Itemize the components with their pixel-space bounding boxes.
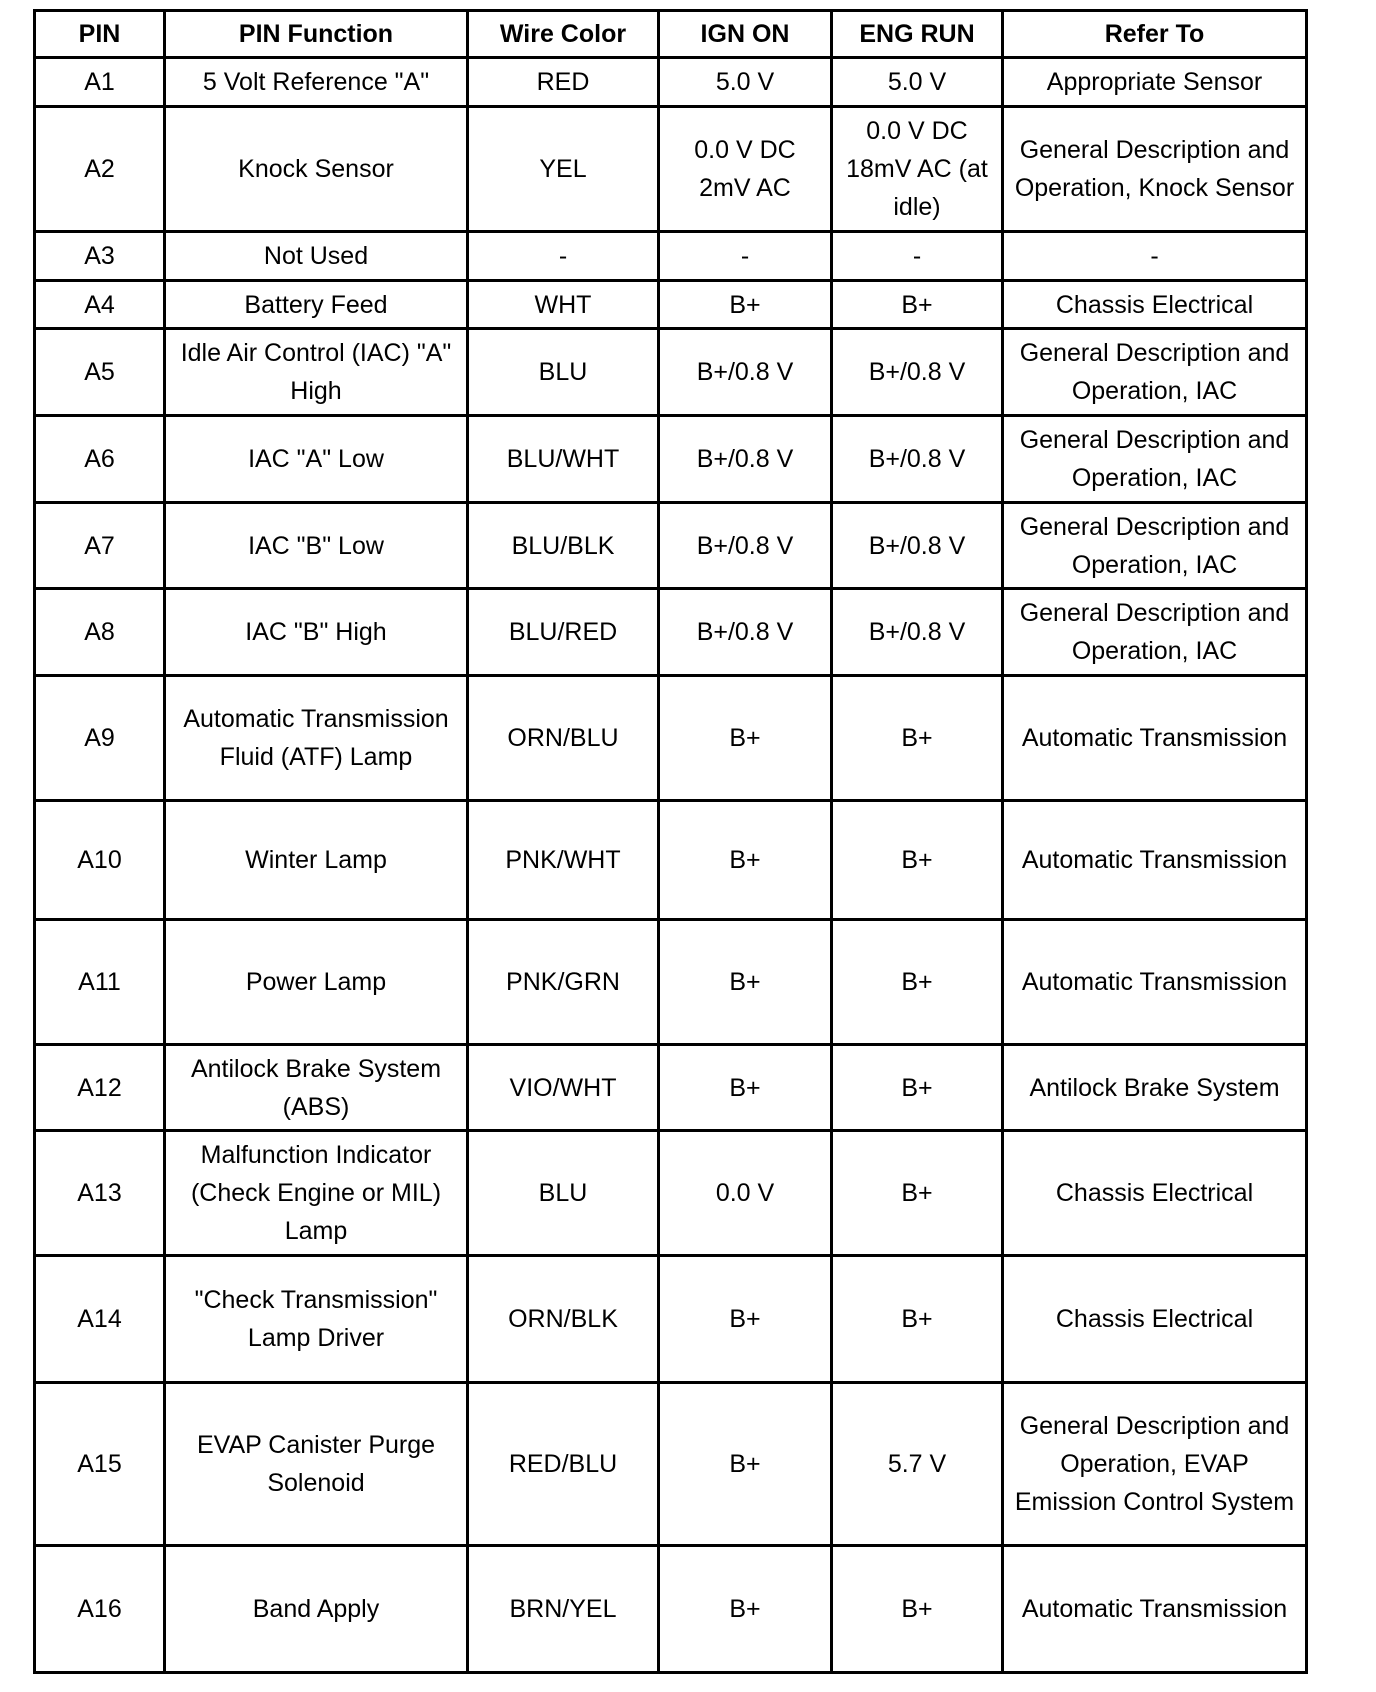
table-row <box>35 281 1307 329</box>
cell-pin-function: Automatic Transmission Fluid (ATF) Lamp <box>165 676 468 801</box>
cell-eng-run: B+ <box>832 281 1003 329</box>
cell-wire-color: YEL <box>468 107 659 232</box>
cell-pin-function: Knock Sensor <box>165 107 468 232</box>
cell-pin: A16 <box>35 1546 165 1673</box>
table-row <box>35 107 1307 232</box>
cell-wire-color: BLU <box>468 329 659 416</box>
cell-refer-to: Automatic Transmission <box>1003 920 1307 1045</box>
cell-ign-on: B+ <box>659 1256 832 1383</box>
cell-pin: A5 <box>35 329 165 416</box>
cell-eng-run: B+/0.8 V <box>832 329 1003 416</box>
cell-refer-to: Automatic Transmission <box>1003 676 1307 801</box>
cell-refer-to: General Description and Operation, Knock Sensor <box>1003 107 1307 232</box>
cell-eng-run: B+ <box>832 1546 1003 1673</box>
cell-pin: A14 <box>35 1256 165 1383</box>
cell-pin-function: Antilock Brake System (ABS) <box>165 1045 468 1131</box>
cell-eng-run: B+ <box>832 1045 1003 1131</box>
cell-pin-function: IAC "A" Low <box>165 416 468 503</box>
table-row <box>35 58 1307 107</box>
cell-ign-on: B+ <box>659 1383 832 1546</box>
cell-refer-to: Automatic Transmission <box>1003 801 1307 920</box>
table-row <box>35 1256 1307 1383</box>
cell-ign-on: B+ <box>659 801 832 920</box>
cell-eng-run: - <box>832 232 1003 281</box>
cell-ign-on: B+/0.8 V <box>659 589 832 676</box>
cell-pin-function: EVAP Canister Purge Solenoid <box>165 1383 468 1546</box>
cell-refer-to: - <box>1003 232 1307 281</box>
header-row <box>35 11 1307 58</box>
cell-ign-on: 0.0 V <box>659 1131 832 1256</box>
cell-eng-run: B+/0.8 V <box>832 589 1003 676</box>
cell-pin: A4 <box>35 281 165 329</box>
cell-refer-to: Automatic Transmission <box>1003 1546 1307 1673</box>
cell-pin-function: IAC "B" Low <box>165 503 468 589</box>
cell-wire-color: BLU/BLK <box>468 503 659 589</box>
cell-eng-run: B+ <box>832 1131 1003 1256</box>
table-row <box>35 920 1307 1045</box>
cell-ign-on: 0.0 V DC 2mV AC <box>659 107 832 232</box>
cell-wire-color: ORN/BLK <box>468 1256 659 1383</box>
cell-wire-color: BLU <box>468 1131 659 1256</box>
pin-table <box>33 9 1308 1674</box>
cell-eng-run: B+ <box>832 676 1003 801</box>
cell-wire-color: BLU/WHT <box>468 416 659 503</box>
cell-wire-color: ORN/BLU <box>468 676 659 801</box>
cell-refer-to: Chassis Electrical <box>1003 1256 1307 1383</box>
table-row <box>35 503 1307 589</box>
cell-pin: A8 <box>35 589 165 676</box>
cell-pin: A9 <box>35 676 165 801</box>
table-row <box>35 589 1307 676</box>
table-row <box>35 1546 1307 1673</box>
cell-refer-to: General Description and Operation, IAC <box>1003 503 1307 589</box>
cell-refer-to: General Description and Operation, EVAP Emission Control System <box>1003 1383 1307 1546</box>
cell-wire-color: BLU/RED <box>468 589 659 676</box>
cell-refer-to: General Description and Operation, IAC <box>1003 416 1307 503</box>
cell-refer-to: Chassis Electrical <box>1003 1131 1307 1256</box>
cell-pin: A10 <box>35 801 165 920</box>
cell-ign-on: B+/0.8 V <box>659 329 832 416</box>
cell-refer-to: Appropriate Sensor <box>1003 58 1307 107</box>
cell-pin: A6 <box>35 416 165 503</box>
table-row <box>35 329 1307 416</box>
cell-wire-color: VIO/WHT <box>468 1045 659 1131</box>
cell-eng-run: 5.7 V <box>832 1383 1003 1546</box>
header-refer-to: Refer To <box>1003 11 1307 58</box>
cell-refer-to: Chassis Electrical <box>1003 281 1307 329</box>
cell-pin-function: Winter Lamp <box>165 801 468 920</box>
cell-eng-run: B+/0.8 V <box>832 416 1003 503</box>
cell-pin: A1 <box>35 58 165 107</box>
cell-ign-on: B+ <box>659 281 832 329</box>
cell-pin-function: 5 Volt Reference "A" <box>165 58 468 107</box>
cell-pin: A2 <box>35 107 165 232</box>
cell-pin: A11 <box>35 920 165 1045</box>
cell-wire-color: PNK/GRN <box>468 920 659 1045</box>
table-row <box>35 1383 1307 1546</box>
cell-pin: A13 <box>35 1131 165 1256</box>
cell-wire-color: PNK/WHT <box>468 801 659 920</box>
cell-ign-on: B+/0.8 V <box>659 503 832 589</box>
cell-wire-color: WHT <box>468 281 659 329</box>
cell-pin: A7 <box>35 503 165 589</box>
cell-eng-run: B+ <box>832 1256 1003 1383</box>
cell-refer-to: General Description and Operation, IAC <box>1003 589 1307 676</box>
cell-ign-on: B+ <box>659 920 832 1045</box>
cell-ign-on: B+ <box>659 1045 832 1131</box>
header-pin-function: PIN Function <box>165 11 468 58</box>
cell-pin-function: "Check Transmission" Lamp Driver <box>165 1256 468 1383</box>
cell-pin-function: Power Lamp <box>165 920 468 1045</box>
cell-eng-run: B+ <box>832 801 1003 920</box>
cell-pin-function: Idle Air Control (IAC) "A" High <box>165 329 468 416</box>
cell-ign-on: B+ <box>659 1546 832 1673</box>
cell-pin-function: Malfunction Indicator (Check Engine or MIL) Lamp <box>165 1131 468 1256</box>
cell-ign-on: B+ <box>659 676 832 801</box>
table-row <box>35 676 1307 801</box>
header-eng-run: ENG RUN <box>832 11 1003 58</box>
cell-wire-color: - <box>468 232 659 281</box>
cell-pin: A15 <box>35 1383 165 1546</box>
header-wire-color: Wire Color <box>468 11 659 58</box>
cell-pin-function: Band Apply <box>165 1546 468 1673</box>
cell-wire-color: RED/BLU <box>468 1383 659 1546</box>
header-ign-on: IGN ON <box>659 11 832 58</box>
cell-ign-on: B+/0.8 V <box>659 416 832 503</box>
table-row <box>35 416 1307 503</box>
cell-refer-to: Antilock Brake System <box>1003 1045 1307 1131</box>
cell-pin-function: Battery Feed <box>165 281 468 329</box>
cell-ign-on: 5.0 V <box>659 58 832 107</box>
cell-wire-color: BRN/YEL <box>468 1546 659 1673</box>
cell-pin: A12 <box>35 1045 165 1131</box>
cell-pin: A3 <box>35 232 165 281</box>
table-row <box>35 1131 1307 1256</box>
cell-ign-on: - <box>659 232 832 281</box>
cell-eng-run: B+/0.8 V <box>832 503 1003 589</box>
cell-eng-run: 0.0 V DC 18mV AC (at idle) <box>832 107 1003 232</box>
cell-eng-run: B+ <box>832 920 1003 1045</box>
header-pin: PIN <box>35 11 165 58</box>
cell-pin-function: Not Used <box>165 232 468 281</box>
cell-eng-run: 5.0 V <box>832 58 1003 107</box>
cell-refer-to: General Description and Operation, IAC <box>1003 329 1307 416</box>
cell-pin-function: IAC "B" High <box>165 589 468 676</box>
table-row <box>35 1045 1307 1131</box>
table-row <box>35 232 1307 281</box>
table-row <box>35 801 1307 920</box>
cell-wire-color: RED <box>468 58 659 107</box>
